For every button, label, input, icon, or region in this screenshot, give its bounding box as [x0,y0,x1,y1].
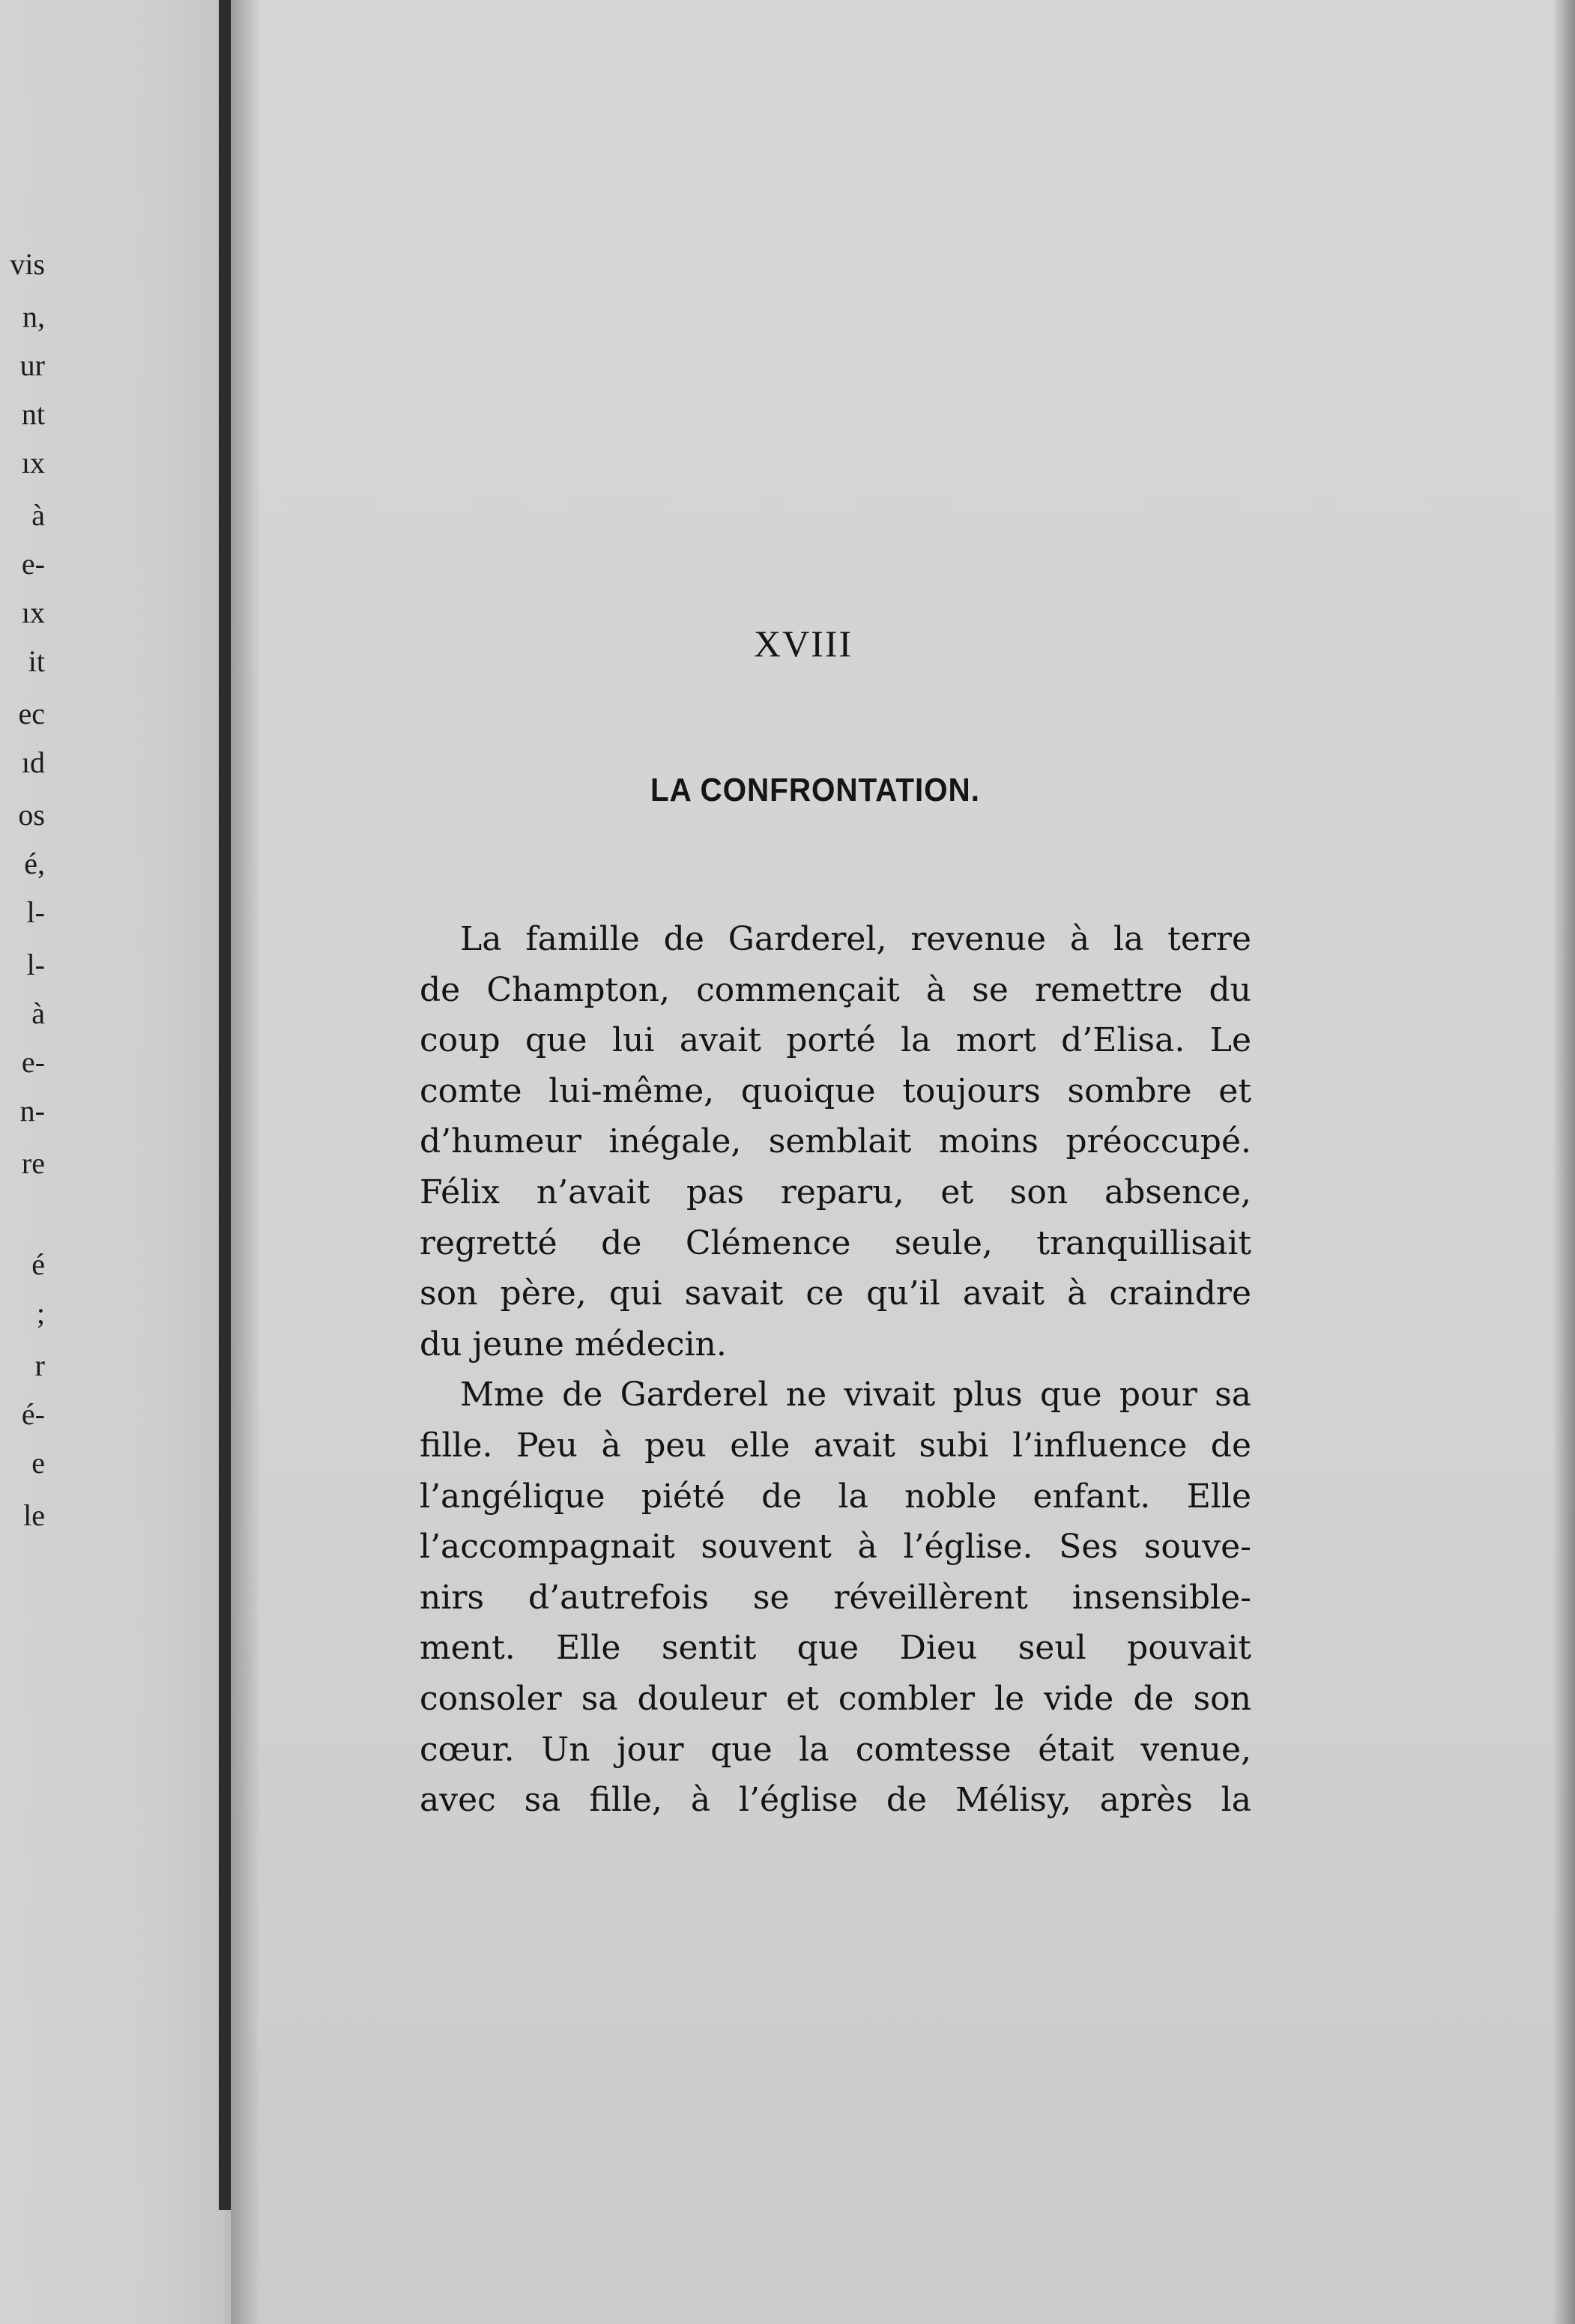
body-line: nirs d’autrefois se réveillèrent insensible- [420,1578,1251,1617]
facing-page-fragment: e- [21,1045,45,1079]
facing-page-fragment: os [18,798,45,832]
body-line: l’accompagnait souvent à l’église. Ses souve- [420,1528,1251,1567]
facing-page-fragment: le [23,1498,45,1532]
body-line: son père, qui savait ce qu’il avait à craindre [420,1274,1251,1313]
body-line: regretté de Clémence seule, tranquillisait [420,1223,1251,1262]
facing-page-fragment: ıx [21,446,45,479]
chapter-body [420,914,1251,1826]
body-line: ment. Elle sentit que Dieu seul pouvait [420,1629,1251,1668]
facing-page-fragment: é, [24,847,45,880]
facing-page-fragment: it [28,644,45,678]
facing-page-fragment: e- [21,547,45,581]
body-line: consoler sa douleur et combler le vide de son [420,1679,1251,1718]
body-line: l’angélique piété de la noble enfant. Elle [420,1477,1251,1516]
page-edge-shadow [1553,0,1575,2324]
facing-page-fragment: ec [18,697,45,730]
gutter-shadow [231,0,261,2324]
book-gutter [219,0,231,2210]
facing-page-fragment: ; [36,1296,45,1330]
chapter-number: XVIII [754,623,853,665]
facing-page-fragment: ıd [21,745,45,779]
facing-page-fragment: r [34,1349,45,1382]
facing-page-fragment: n, [22,300,45,333]
body-line: La famille de Garderel, revenue à la terre [460,920,1251,958]
chapter-title: LA CONFRONTATION. [650,772,980,808]
body-line: fille. Peu à peu elle avait subi l’influence de [420,1426,1251,1465]
facing-page-fragment: re [21,1146,45,1180]
facing-page-fragment: é- [21,1397,45,1431]
facing-page-fragment: l- [26,948,45,981]
facing-page-fragment: n- [19,1094,45,1128]
body-line: Félix n’avait pas reparu, et son absence, [420,1172,1251,1211]
facing-page-fragment: nt [21,397,45,431]
body-line: d’humeur inégale, semblait moins préoccupé. [420,1122,1251,1161]
facing-page-fragment: e [31,1446,45,1480]
facing-page-fragment: à [31,996,45,1030]
body-line: du jeune médecin. [420,1325,727,1364]
facing-page-edge [0,0,225,2324]
facing-page-fragment: vis [10,247,45,281]
body-line: Mme de Garderel ne vivait plus que pour sa [460,1376,1251,1414]
facing-page-fragment: ıx [21,596,45,629]
body-line: de Champton, commençait à se remettre du [420,970,1251,1009]
facing-page-fragment: ur [19,348,45,382]
facing-page-fragment: à [31,498,45,532]
body-line: cœur. Un jour que la comtesse était venue, [420,1730,1251,1769]
body-line: avec sa fille, à l’église de Mélisy, après la [420,1781,1251,1820]
facing-page-fragment: l- [26,895,45,929]
body-line: coup que lui avait porté la mort d’Elisa. Le [420,1021,1251,1060]
body-line: comte lui-même, quoique toujours sombre et [420,1071,1251,1110]
facing-page-fragment: é [31,1247,45,1281]
